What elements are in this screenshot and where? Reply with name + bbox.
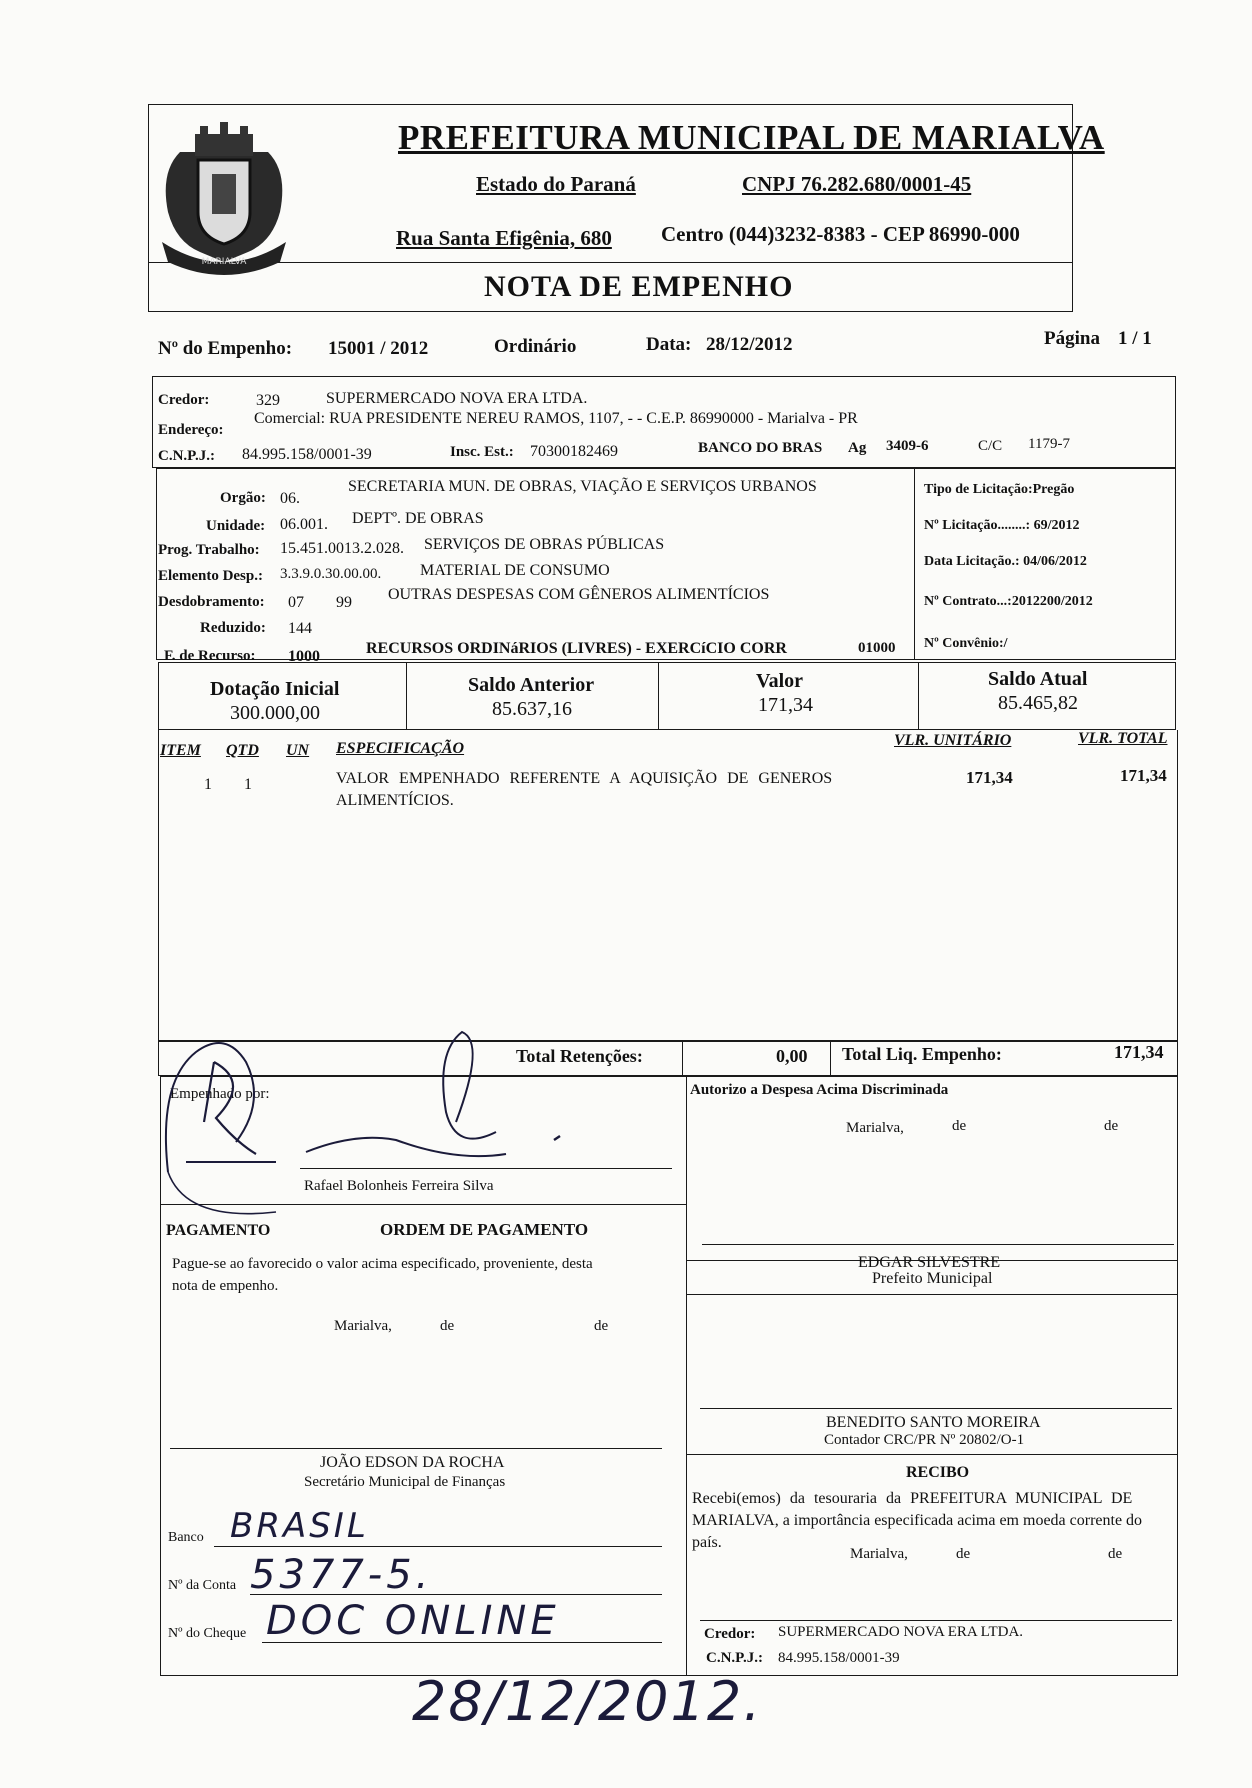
recibo-city: Marialva,: [850, 1546, 908, 1562]
reduzido-value: 144: [288, 620, 312, 637]
pagamento-text1: Pague-se ao favorecido o valor acima especificado, proveniente, desta: [172, 1256, 593, 1272]
header-street: Rua Santa Efigênia, 680: [396, 226, 612, 250]
recibo-credor-label: Credor:: [704, 1626, 756, 1642]
orgao-label: Orgão:: [220, 490, 266, 506]
licitacao-tipo: Tipo de Licitação:Pregão: [924, 482, 1075, 497]
bank-ag-label: Ag: [848, 440, 867, 456]
recibo-text3: país.: [692, 1534, 722, 1551]
cheque-handwritten: DOC ONLINE: [266, 1598, 560, 1644]
desdob-value: OUTRAS DESPESAS COM GÊNEROS ALIMENTÍCIOS: [388, 586, 770, 603]
empenho-date: 28/12/2012: [706, 334, 793, 355]
recurso-code: 1000: [288, 648, 320, 665]
desdob-code1: 07: [288, 594, 304, 611]
licitacao-numero: Nº Licitação........: 69/2012: [924, 518, 1080, 533]
conta-handwritten: 5377-5.: [250, 1552, 433, 1598]
items-header-vlr-unit: VLR. UNITÁRIO: [894, 732, 1012, 749]
empenho-type: Ordinário: [494, 336, 577, 357]
page-label: Página: [1044, 328, 1100, 349]
prog-label: Prog. Trabalho:: [158, 542, 260, 558]
item-unit-value: 171,34: [966, 768, 1013, 787]
header-title: PREFEITURA MUNICIPAL DE MARIALVA: [398, 118, 1105, 157]
orgao-value: SECRETARIA MUN. DE OBRAS, VIAÇÃO E SERVIÇOS URBANOS: [348, 478, 817, 495]
svg-text:MARIALVA: MARIALVA: [201, 257, 247, 267]
empenho-date-label: Data:: [646, 334, 692, 355]
pagamento-text2: nota de empenho.: [172, 1278, 279, 1294]
empenho-number-label: Nº do Empenho:: [158, 338, 293, 359]
bank-cc-label: C/C: [978, 438, 1003, 454]
doc-title: NOTA DE EMPENHO: [484, 270, 794, 303]
pagamento-de2: de: [594, 1318, 609, 1334]
items-header-qtd: QTD: [226, 742, 259, 759]
retencoes-label: Total Retenções:: [516, 1046, 643, 1066]
autorizo-de1: de: [952, 1118, 967, 1134]
cheque-label: Nº do Cheque: [168, 1626, 247, 1641]
credor-code: 329: [256, 392, 280, 409]
mayor-title: Prefeito Municipal: [872, 1270, 993, 1287]
items-header-item: ITEM: [160, 742, 201, 759]
mayor-name: EDGAR SILVESTRE: [858, 1254, 1001, 1271]
bank-name: BANCO DO BRAS: [698, 440, 823, 456]
page-number: 1 / 1: [1118, 328, 1152, 349]
orgao-code: 06.: [280, 490, 300, 507]
recibo-cnpj-label: C.N.P.J.:: [706, 1650, 763, 1666]
liq-value: 171,34: [1114, 1042, 1164, 1062]
accountant-name: BENEDITO SANTO MOREIRA: [826, 1414, 1041, 1431]
recibo-text2: MARIALVA, a importância especificada acima em moeda corrente do: [692, 1512, 1143, 1529]
pagamento-de1: de: [440, 1318, 455, 1334]
empenhado-label: Empenhado por:: [170, 1086, 270, 1102]
item-description-line2: ALIMENTÍCIOS.: [336, 792, 454, 809]
recibo-credor: SUPERMERCADO NOVA ERA LTDA.: [778, 1624, 1024, 1640]
saldo-atual-label: Saldo Atual: [988, 668, 1088, 690]
recurso-value: RECURSOS ORDINáRIOS (LIVRES) - EXERCíCIO CORR: [366, 640, 787, 657]
secretary-title: Secretário Municipal de Finanças: [304, 1474, 506, 1490]
accountant-title: Contador CRC/PR Nº 20802/O-1: [824, 1432, 1025, 1448]
banco-handwritten: BRASIL: [230, 1506, 369, 1546]
desdob-code2: 99: [336, 594, 352, 611]
autorizo-de2: de: [1104, 1118, 1119, 1134]
autorizo-city: Marialva,: [846, 1120, 904, 1136]
bank-ag: 3409-6: [886, 438, 929, 454]
conta-label: Nº da Conta: [168, 1578, 237, 1593]
address-label: Endereço:: [158, 422, 224, 438]
recibo-de2: de: [1108, 1546, 1123, 1562]
elemento-value: MATERIAL DE CONSUMO: [420, 562, 610, 579]
recibo-de1: de: [956, 1546, 971, 1562]
pagamento-city: Marialva,: [334, 1318, 392, 1334]
item-number: 1: [204, 776, 212, 793]
pagamento-label: PAGAMENTO: [166, 1222, 271, 1239]
header-state: Estado do Paraná: [476, 172, 636, 196]
cnpj-value: 84.995.158/0001-39: [242, 446, 372, 463]
prog-code: 15.451.0013.2.028.: [280, 540, 404, 557]
empenhado-name: Rafael Bolonheis Ferreira Silva: [304, 1178, 494, 1194]
item-description-line1: VALOR EMPENHADO REFERENTE A AQUISIÇÃO DE GENEROS: [336, 770, 833, 787]
saldo-anterior-label: Saldo Anterior: [468, 674, 595, 696]
licitacao-contrato: Nº Contrato...:2012200/2012: [924, 594, 1093, 609]
recibo-text1: Recebi(emos) da tesouraria da PREFEITURA MUNICIPAL DE: [692, 1490, 1133, 1507]
elemento-label: Elemento Desp.:: [158, 568, 263, 584]
retencoes-value: 0,00: [776, 1046, 808, 1066]
reduzido-label: Reduzido:: [200, 620, 266, 636]
empenho-number: 15001 / 2012: [328, 338, 429, 359]
credor-label: Credor:: [158, 392, 210, 408]
recibo-cnpj: 84.995.158/0001-39: [778, 1650, 900, 1666]
pagamento-title: ORDEM DE PAGAMENTO: [380, 1220, 589, 1239]
desdob-label: Desdobramento:: [158, 594, 265, 610]
recibo-title: RECIBO: [906, 1464, 970, 1481]
prog-value: SERVIÇOS DE OBRAS PÚBLICAS: [424, 536, 665, 553]
saldo-atual-value: 85.465,82: [998, 692, 1078, 714]
dotacao-label: Dotação Inicial: [210, 678, 340, 700]
item-qtd: 1: [244, 776, 252, 793]
coat-of-arms-logo: [150, 112, 298, 280]
unidade-code: 06.001.: [280, 516, 328, 533]
insc-value: 70300182469: [530, 443, 618, 460]
licitacao-data: Data Licitação.: 04/06/2012: [924, 554, 1087, 569]
items-header-vlr-total: VLR. TOTAL: [1078, 730, 1168, 747]
insc-label: Insc. Est.:: [450, 444, 514, 460]
valor-value: 171,34: [758, 694, 813, 716]
item-total-value: 171,34: [1120, 766, 1167, 785]
autorizo-label: Autorizo a Despesa Acima Discriminada: [690, 1082, 949, 1098]
cnpj-label: C.N.P.J.:: [158, 448, 215, 464]
items-header-espec: ESPECIFICAÇÃO: [336, 740, 465, 757]
handwritten-date: 28/12/2012.: [412, 1670, 763, 1733]
licitacao-convenio: Nº Convênio:/: [924, 636, 1008, 651]
credor-name: SUPERMERCADO NOVA ERA LTDA.: [326, 390, 588, 407]
bank-cc: 1179-7: [1028, 436, 1070, 452]
unidade-label: Unidade:: [206, 518, 266, 534]
recurso-num: 01000: [858, 640, 896, 656]
unidade-value: DEPTº. DE OBRAS: [352, 510, 484, 527]
elemento-code: 3.3.9.0.30.00.00.: [280, 566, 382, 582]
signature-empenhado: [156, 1022, 576, 1232]
valor-label: Valor: [756, 670, 804, 692]
items-header-un: UN: [286, 742, 310, 759]
secretary-name: JOÃO EDSON DA ROCHA: [320, 1454, 505, 1471]
saldo-anterior-value: 85.637,16: [492, 698, 572, 720]
dotacao-value: 300.000,00: [230, 702, 320, 724]
banco-label: Banco: [168, 1530, 204, 1545]
header-contact: Centro (044)3232-8383 - CEP 86990-000: [661, 222, 1020, 246]
recurso-label: F. de Recurso:: [164, 648, 256, 664]
header-cnpj: CNPJ 76.282.680/0001-45: [742, 172, 972, 196]
liq-label: Total Liq. Empenho:: [842, 1044, 1002, 1064]
address-value: Comercial: RUA PRESIDENTE NEREU RAMOS, 1107, - - C.E.P. 86990000 - Marialva - PR: [254, 410, 858, 427]
